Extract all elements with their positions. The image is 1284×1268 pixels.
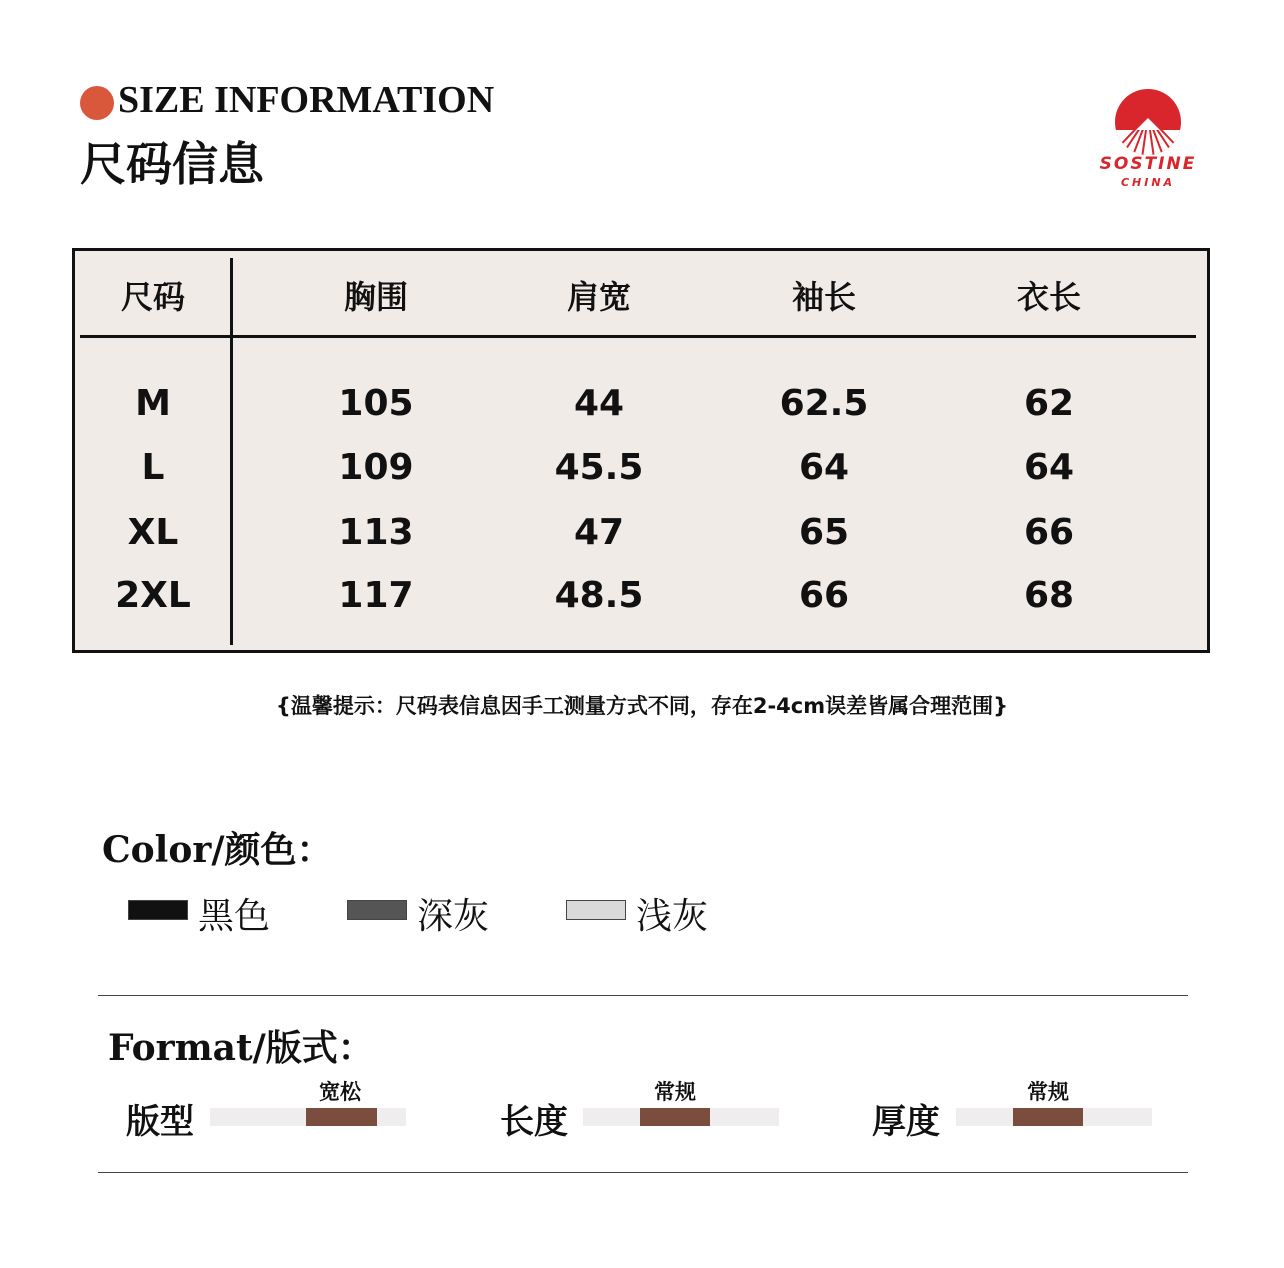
table-cell-size: M [135,383,171,424]
table-cell-shoulder: 44 [573,383,625,424]
color-label-black: 黑色 [198,896,271,937]
fit-scale-fill [306,1108,377,1126]
format-section-title: Format/版式： [108,1027,374,1069]
bottom-divider [98,1172,1188,1173]
thickness-scale-fill [1013,1108,1084,1126]
table-cell-shoulder: 48.5 [554,575,644,616]
table-cell-sleeve: 66 [798,575,850,616]
table-cell-length: 66 [1023,512,1075,553]
measurement-note: {温馨提示：尺码表信息因手工测量方式不同，存在2-4cm误差皆属合理范围} [275,694,1009,718]
page-title-zh: 尺码信息 [80,137,264,191]
color-section-title: Color/颜色： [102,829,333,871]
color-swatch-black [128,900,188,920]
table-cell-sleeve: 65 [798,512,850,553]
table-cell-size: XL [127,512,179,553]
thickness-label: 厚度 [872,1102,940,1142]
table-cell-sleeve: 64 [798,447,850,488]
fit-scale [210,1108,406,1126]
brand-sub: CHINA [1120,176,1176,189]
brand-name: SOSTINE [1099,154,1197,174]
table-cell-chest: 117 [338,575,414,616]
thickness-value: 常规 [1027,1079,1069,1104]
page-title-en: SIZE INFORMATION [118,79,495,121]
length-scale-fill [640,1108,711,1126]
table-header-length: 衣长 [1016,278,1082,316]
table-header-chest: 胸围 [343,278,409,316]
table-cell-chest: 109 [338,447,414,488]
table-cell-chest: 113 [338,512,414,553]
table-cell-length: 62 [1023,383,1075,424]
length-scale [583,1108,779,1126]
table-cell-sleeve: 62.5 [779,383,869,424]
table-cell-size: L [141,447,165,488]
color-label-light-gray: 浅灰 [636,896,709,937]
color-swatch-dark-gray [347,900,407,920]
table-header-sleeve: 袖长 [791,278,857,316]
header-dot-icon [80,86,114,120]
fit-value: 宽松 [319,1079,361,1104]
section-divider [98,995,1188,996]
table-header-size: 尺码 [120,278,186,316]
table-cell-length: 64 [1023,447,1075,488]
table-header-shoulder: 肩宽 [566,278,632,316]
table-vertical-divider [230,258,233,645]
color-label-dark-gray: 深灰 [417,896,490,937]
thickness-scale [956,1108,1152,1126]
length-label: 长度 [500,1102,568,1142]
table-cell-chest: 105 [338,383,414,424]
table-header-divider [80,335,1196,338]
color-swatch-light-gray [566,900,626,920]
table-cell-size: 2XL [115,575,191,616]
table-cell-length: 68 [1023,575,1075,616]
length-value: 常规 [654,1079,696,1104]
table-cell-shoulder: 47 [573,512,625,553]
fit-label: 版型 [126,1102,194,1142]
table-cell-shoulder: 45.5 [554,447,644,488]
